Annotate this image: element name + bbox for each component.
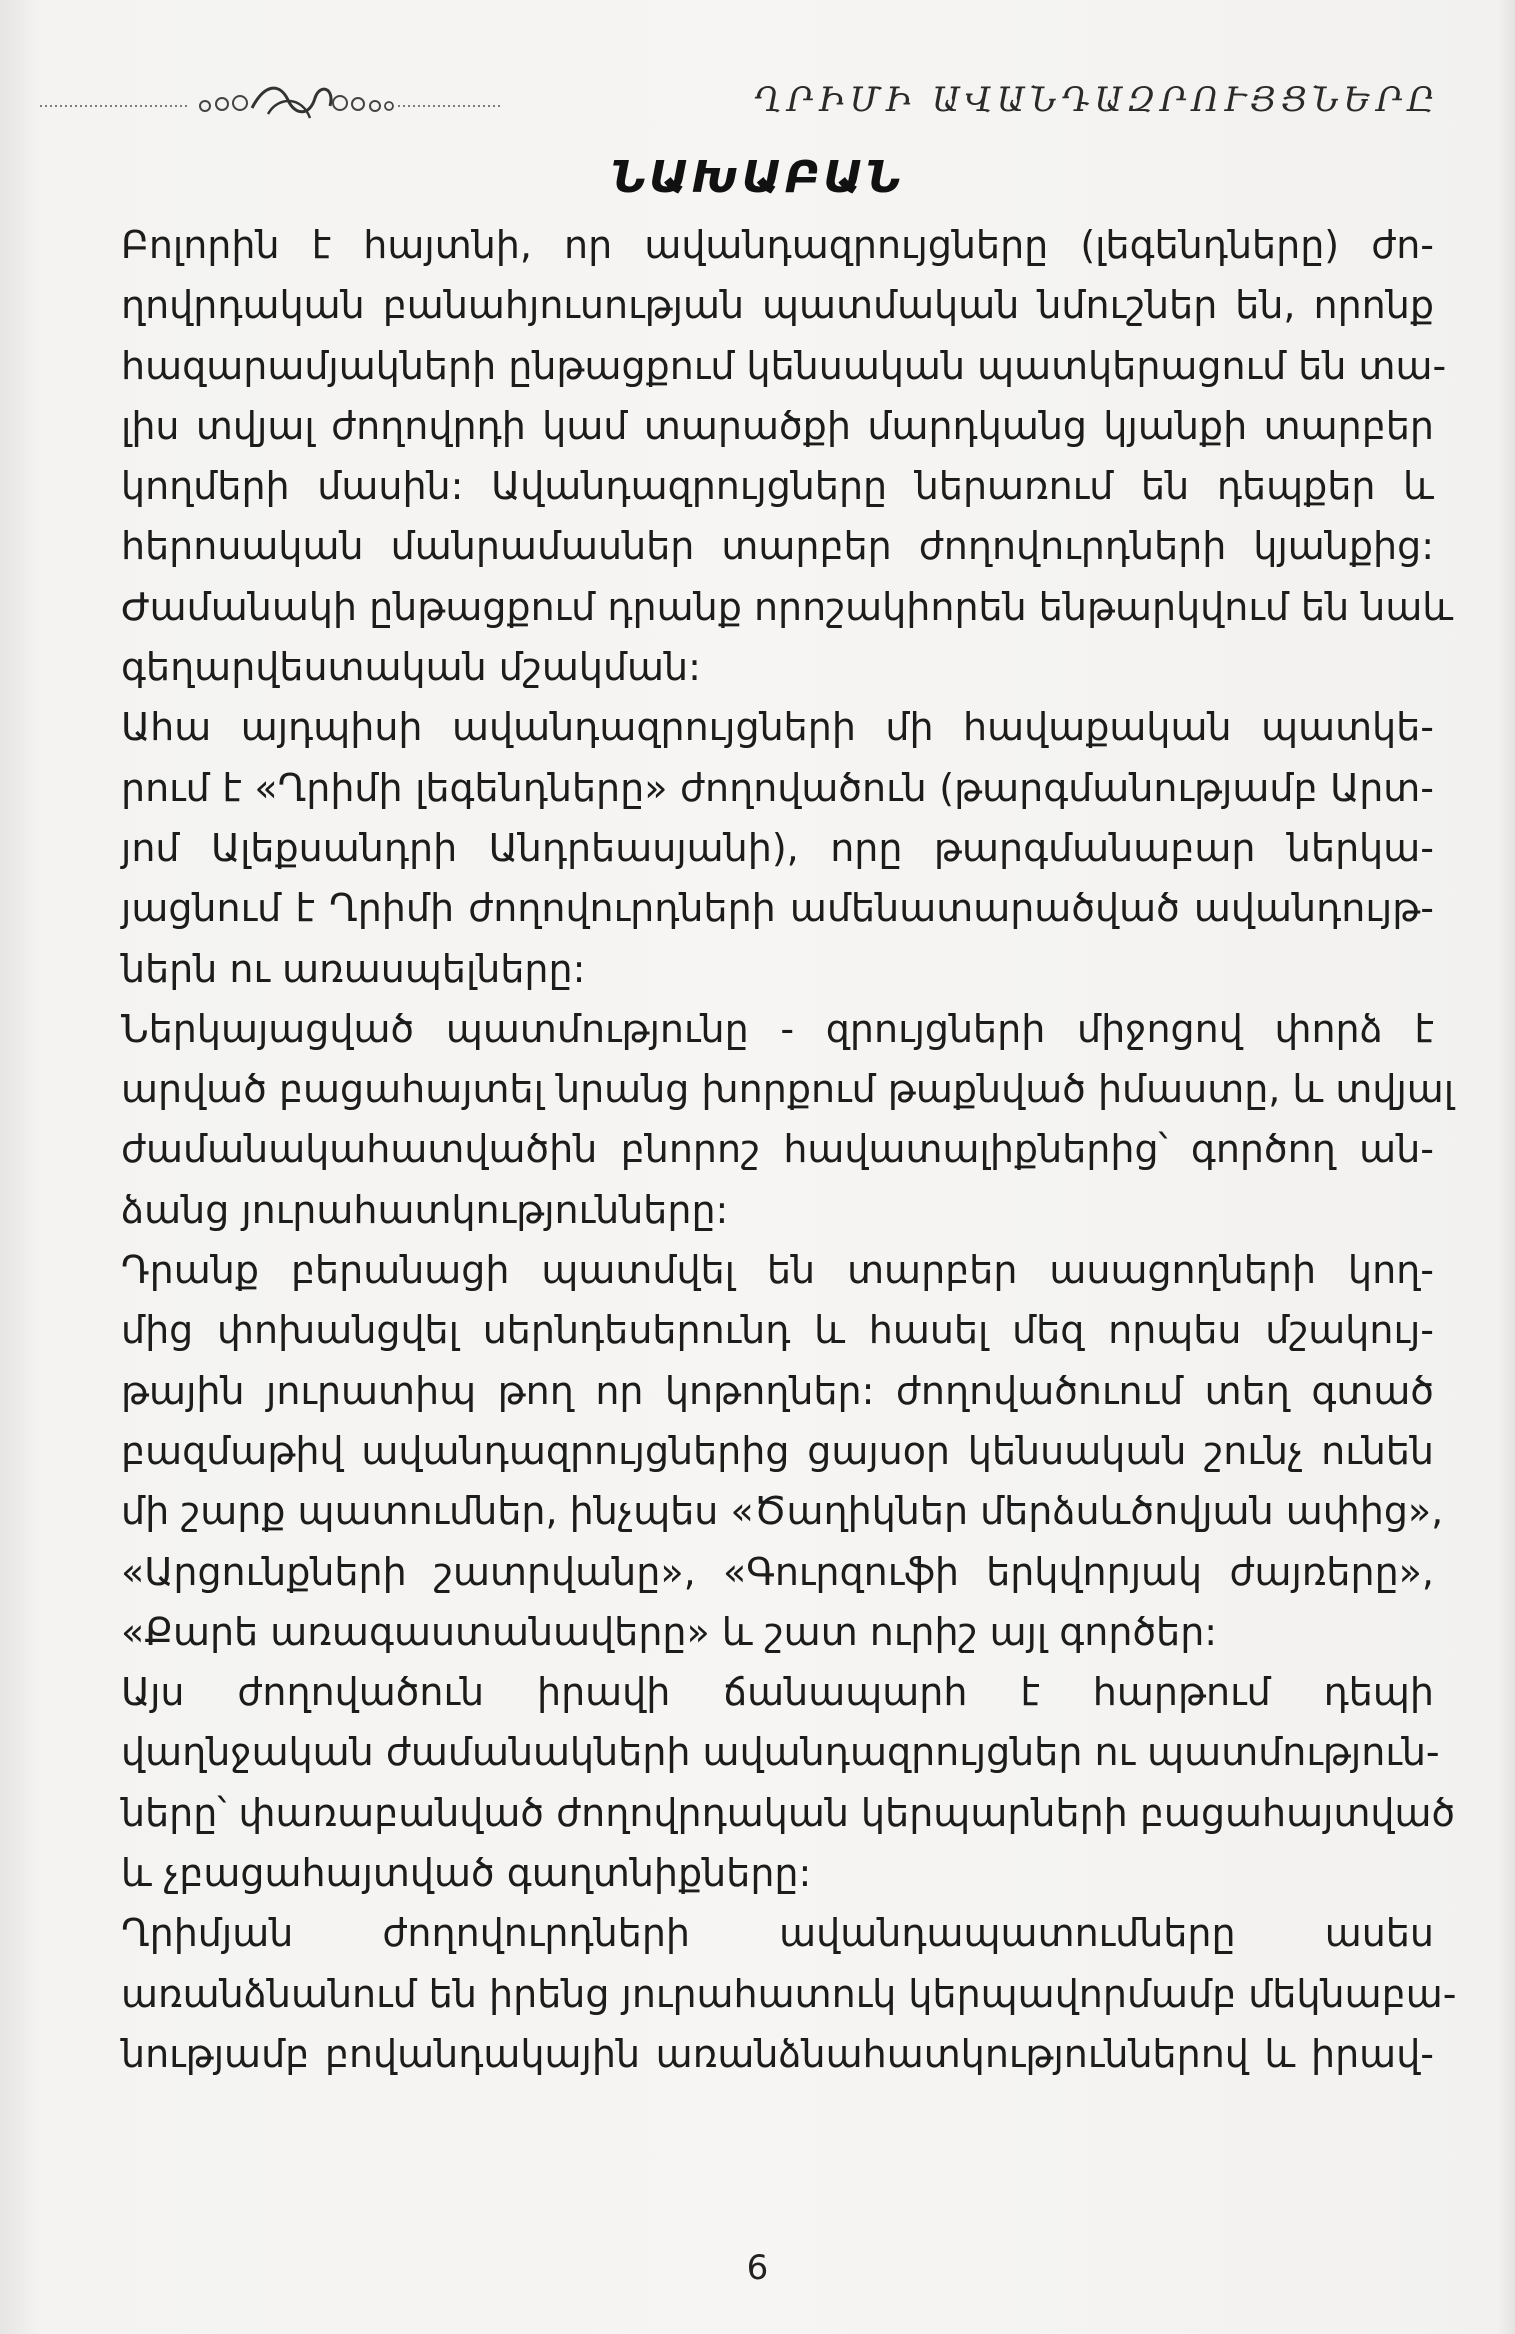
page-edge-shadow (1497, 0, 1515, 2334)
text-line: յոմ Ալեքսանդրի Անդրեասյանի), որը թարգմանաբար ներկա- (121, 825, 1434, 870)
paragraph (26, 1662, 1456, 1903)
paragraph (26, 999, 1455, 1240)
paragraph (26, 1240, 1444, 1662)
text-line: մից փոխանցվել սերնդեսերունդ և հասել մեզ որպես մշակույ- (121, 1308, 1434, 1353)
text-line: Ղրիմյան ժողովուրդների ավանդապատումները ասես (121, 1911, 1434, 1956)
text-line: հերոսական մանրամասներ տարբեր ժողովուրդների կյանքից: (121, 524, 1434, 569)
text-line: արված բացահայտել նրանց խորքում թաքնված իմաստը, և տվյալ (121, 1067, 1455, 1112)
text-line: ներն ու առասպելները: (121, 946, 586, 991)
floral-flourish-icon (40, 78, 500, 128)
page-number: 6 (746, 2248, 769, 2288)
body-text (26, 215, 1457, 2084)
text-line: բազմաթիվ ավանդազրույցներից ցայսօր կենսական շունչ ունեն (121, 1428, 1434, 1473)
text-line: առանձնանում են իրենց յուրահատուկ կերպավորմամբ մեկնաբա- (121, 1971, 1457, 2016)
text-line: ժամանակահատվածին բնորոշ հավատալիքներից՝ գործող ան- (121, 1127, 1434, 1172)
page-header (40, 72, 1440, 136)
text-line: «Արցունքների շատրվանը», «Գուրզուֆի երկվորյակ ժայռերը», (121, 1549, 1434, 1594)
running-head: ՂՐԻՄԻ ԱՎԱՆԴԱԶՐՈՒՅՑՆԵՐԸ (753, 80, 1440, 120)
text-line: ները՝ փառաբանված ժողովրդական կերպարների բացահայտված (121, 1790, 1456, 1835)
text-line: նությամբ բովանդակային առանձնահատկություններով և իրավ- (121, 2031, 1434, 2076)
text-line: ղովրդական բանահյուսության պատմական նմուշներ են, որոնք (121, 283, 1434, 328)
text-line: թային յուրատիպ թող որ կոթողներ: ժողովածուում տեղ գտած (121, 1368, 1434, 1413)
text-line: մի շարք պատումներ, ինչպես «Ծաղիկներ մերձսևծովյան ափից», (121, 1489, 1444, 1534)
text-line: Ներկայացված պատմությունը - զրույցների միջոցով փորձ է (121, 1006, 1434, 1051)
text-line: վաղնջական ժամանակների ավանդազրույցներ ու պատմություն- (121, 1730, 1440, 1775)
text-line: հազարամյակների ընթացքում կենսական պատկերացում են տա- (121, 343, 1447, 388)
text-line: և չբացահայտված գաղտնիքները: (121, 1851, 812, 1896)
text-line: ձանց յուրահատկությունները: (121, 1187, 729, 1232)
chapter-title: ՆԱԽԱԲԱՆ (611, 152, 904, 203)
text-line: գեղարվեստական մշակման: (121, 645, 701, 690)
text-line: Ժամանակի ընթացքում դրանք որոշակիորեն ենթարկվում են նաև (121, 584, 1454, 629)
text-line: լիս տվյալ ժողովրդի կամ տարածքի մարդկանց կյանքի տարբեր (121, 403, 1434, 448)
text-line: կողմերի մասին: Ավանդազրույցները ներառում են դեպքեր և (121, 464, 1434, 509)
paragraph (26, 215, 1454, 697)
text-line: «Քարե առագաստանավերը» և շատ ուրիշ այլ գործեր: (121, 1609, 1218, 1654)
text-line: Դրանք բերանացի պատմվել են տարբեր ասացողների կող- (121, 1248, 1434, 1293)
paragraph (26, 1903, 1457, 2084)
text-line: Ահա այդպիսի ավանդազրույցների մի հավաքական պատկե- (121, 705, 1434, 750)
paragraph (26, 697, 1434, 998)
text-line: Բոլորին է հայտնի, որ ավանդազրույցները (լեգենդները) ժո- (121, 223, 1434, 267)
text-line: յացնում է Ղրիմի ժողովուրդների ամենատարածված ավանդույթ- (121, 886, 1434, 931)
text-line: Այս ժողովածուն իրավի ճանապարհ է հարթում դեպի (121, 1670, 1434, 1715)
text-line: րում է «Ղրիմի լեգենդները» ժողովածուն (թարգմանությամբ Արտ- (121, 765, 1434, 810)
